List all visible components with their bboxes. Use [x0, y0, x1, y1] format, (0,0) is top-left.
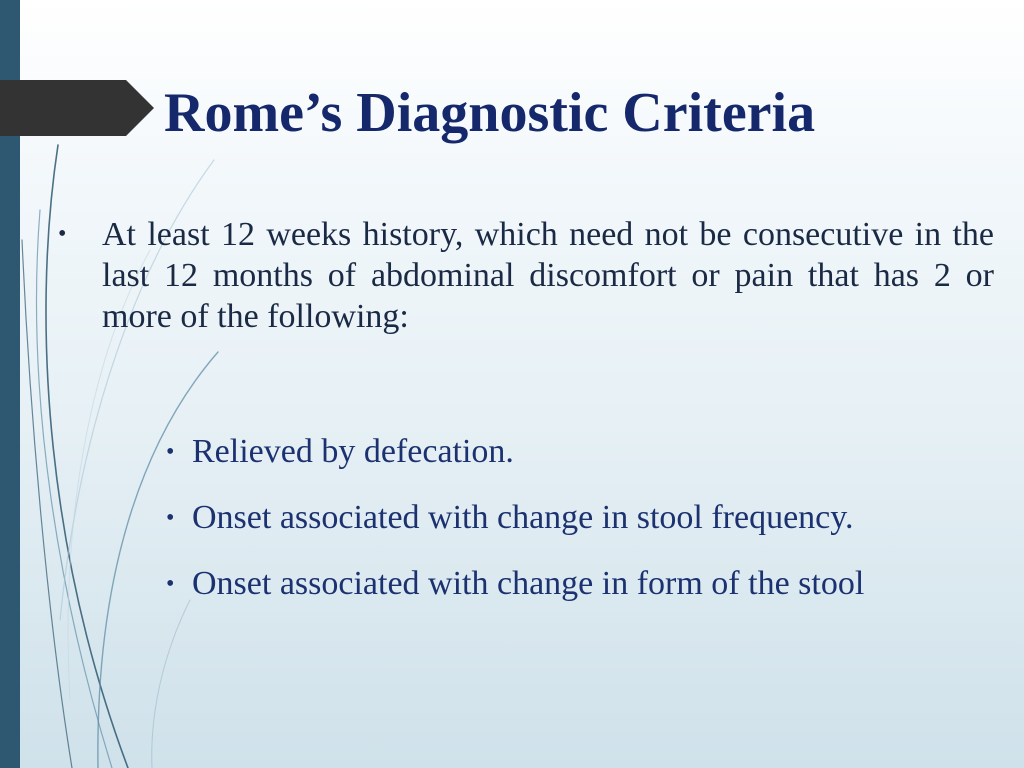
- main-bullet: [58, 214, 994, 337]
- sub-bullet-item: [166, 496, 1006, 562]
- bullet-marker: •: [58, 221, 67, 247]
- sub-bullet-text: Relieved by defecation.: [192, 433, 514, 470]
- slide-title: Rome’s Diagnostic Criteria: [164, 82, 816, 144]
- bullet-marker: •: [166, 571, 175, 597]
- title-arrow-shape: [0, 80, 154, 136]
- bullet-marker: •: [166, 439, 175, 465]
- sub-bullet-text: Onset associated with change in stool frequency.: [192, 499, 854, 536]
- sub-bullet-item: [166, 562, 1006, 628]
- sub-bullet-item: [166, 430, 1006, 496]
- bullet-marker: •: [166, 505, 175, 531]
- sub-bullet-list: [166, 430, 1006, 628]
- main-bullet-text: At least 12 weeks history, which need not be consecutive in the last 12 months of abdominal discomfort or pain that has 2 or more of the following:: [102, 216, 994, 335]
- sub-bullet-text: Onset associated with change in form of the stool: [192, 565, 865, 602]
